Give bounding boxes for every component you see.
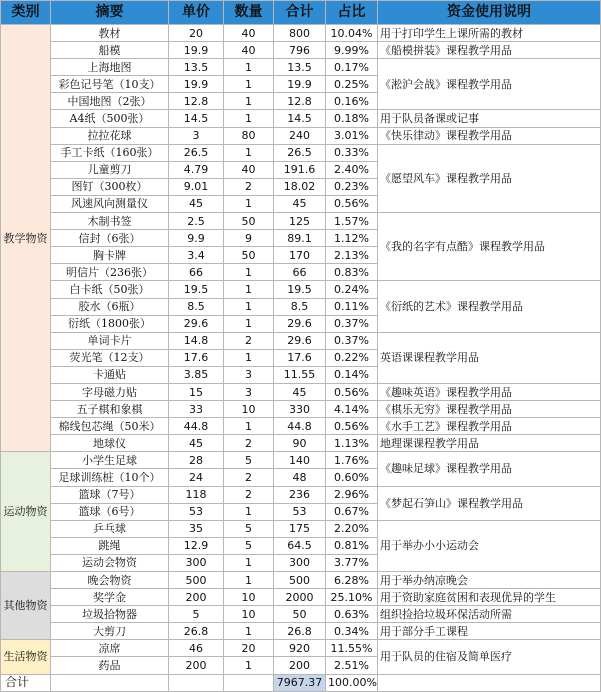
total-cell[interactable]: 236 <box>274 486 326 503</box>
item-name-cell[interactable]: 小学生足球 <box>51 452 169 469</box>
total-cell[interactable]: 19.9 <box>274 76 326 93</box>
price-cell[interactable]: 26.8 <box>169 623 224 640</box>
price-cell[interactable]: 200 <box>169 657 224 674</box>
price-cell[interactable]: 19.9 <box>169 42 224 59</box>
table-row <box>1 452 601 469</box>
header-price[interactable]: 单价 <box>169 1 224 25</box>
price-cell[interactable]: 12.8 <box>169 93 224 110</box>
quantity-cell[interactable]: 2 <box>224 178 274 195</box>
header-row <box>1 1 601 25</box>
total-cell[interactable]: 11.55 <box>274 366 326 383</box>
total-cell[interactable]: 191.6 <box>274 161 326 178</box>
total-cell[interactable]: 19.5 <box>274 281 326 298</box>
category-cell-sports[interactable]: 运动物资 <box>1 452 51 572</box>
table-row <box>1 640 601 657</box>
total-cell[interactable]: 45 <box>274 195 326 212</box>
percent-cell[interactable]: 0.24% <box>326 281 378 298</box>
price-cell[interactable]: 28 <box>169 452 224 469</box>
percent-cell[interactable]: 0.56% <box>326 195 378 212</box>
price-cell[interactable]: 35 <box>169 520 224 537</box>
quantity-cell[interactable]: 10 <box>224 401 274 418</box>
item-name-cell[interactable]: 荧光笔（12支） <box>51 349 169 366</box>
percent-cell[interactable]: 0.23% <box>326 178 378 195</box>
total-cell[interactable]: 2000 <box>274 589 326 606</box>
price-cell[interactable]: 2.5 <box>169 213 224 230</box>
table-row <box>1 127 601 144</box>
table-row <box>1 486 601 503</box>
description-cell[interactable]: 用于资助家庭贫困和表现优异的学生 <box>378 589 601 606</box>
percent-cell[interactable]: 0.60% <box>326 469 378 486</box>
total-cell[interactable]: 26.8 <box>274 623 326 640</box>
quantity-cell[interactable]: 1 <box>224 110 274 127</box>
total-cell[interactable]: 48 <box>274 469 326 486</box>
item-name-cell[interactable]: 儿童剪刀 <box>51 161 169 178</box>
table-row <box>1 110 601 127</box>
price-cell[interactable]: 12.9 <box>169 537 224 554</box>
item-name-cell[interactable]: 信封（6张） <box>51 230 169 247</box>
percent-cell[interactable]: 0.67% <box>326 503 378 520</box>
description-cell[interactable]: 《淞沪会战》课程教学用品 <box>378 59 601 110</box>
item-name-cell[interactable]: 篮球（7号） <box>51 486 169 503</box>
item-name-cell[interactable]: 单词卡片 <box>51 332 169 349</box>
price-cell[interactable]: 24 <box>169 469 224 486</box>
quantity-cell[interactable]: 2 <box>224 486 274 503</box>
table-row <box>1 383 601 400</box>
description-cell[interactable]: 《梦起石笋山》课程教学用品 <box>378 486 601 520</box>
item-name-cell[interactable]: A4纸（500张） <box>51 110 169 127</box>
item-name-cell[interactable]: 图钉（300枚） <box>51 178 169 195</box>
table-row <box>1 25 601 42</box>
quantity-cell[interactable]: 2 <box>224 435 274 452</box>
percent-cell[interactable]: 2.96% <box>326 486 378 503</box>
percent-cell[interactable]: 0.11% <box>326 298 378 315</box>
quantity-cell[interactable]: 1 <box>224 195 274 212</box>
total-cell[interactable]: 300 <box>274 554 326 571</box>
percent-cell[interactable]: 1.76% <box>326 452 378 469</box>
price-cell[interactable]: 45 <box>169 435 224 452</box>
percent-cell[interactable]: 0.37% <box>326 315 378 332</box>
price-cell[interactable]: 26.5 <box>169 144 224 161</box>
price-cell[interactable]: 19.9 <box>169 76 224 93</box>
description-cell[interactable]: 《棋乐无穷》课程教学用品 <box>378 401 601 418</box>
item-name-cell[interactable]: 棉线包芯绳（50米） <box>51 418 169 435</box>
price-cell[interactable]: 53 <box>169 503 224 520</box>
quantity-cell[interactable]: 2 <box>224 332 274 349</box>
quantity-cell[interactable]: 1 <box>224 93 274 110</box>
quantity-cell[interactable]: 10 <box>224 589 274 606</box>
total-cell[interactable]: 920 <box>274 640 326 657</box>
item-name-cell[interactable]: 船模 <box>51 42 169 59</box>
total-cell[interactable]: 175 <box>274 520 326 537</box>
price-cell[interactable]: 15 <box>169 383 224 400</box>
item-name-cell[interactable]: 五子棋和象棋 <box>51 401 169 418</box>
description-cell[interactable]: 用于部分手工课程 <box>378 623 601 640</box>
table-row <box>1 589 601 606</box>
total-cell[interactable]: 29.6 <box>274 315 326 332</box>
quantity-cell[interactable]: 20 <box>224 640 274 657</box>
quantity-cell[interactable]: 1 <box>224 623 274 640</box>
table-row <box>1 520 601 537</box>
percent-cell[interactable]: 25.10% <box>326 589 378 606</box>
total-cell[interactable]: 64.5 <box>274 537 326 554</box>
empty-cell[interactable] <box>169 674 224 691</box>
header-category[interactable]: 类别 <box>1 1 51 25</box>
description-cell[interactable]: 《趣味足球》课程教学用品 <box>378 452 601 486</box>
item-name-cell[interactable]: 胶水（6瓶） <box>51 298 169 315</box>
item-name-cell[interactable]: 奖学金 <box>51 589 169 606</box>
price-cell[interactable]: 8.5 <box>169 298 224 315</box>
price-cell[interactable]: 33 <box>169 401 224 418</box>
table-row <box>1 42 601 59</box>
quantity-cell[interactable]: 1 <box>224 657 274 674</box>
price-cell[interactable]: 14.5 <box>169 110 224 127</box>
price-cell[interactable]: 118 <box>169 486 224 503</box>
percent-cell[interactable]: 2.51% <box>326 657 378 674</box>
total-cell[interactable]: 90 <box>274 435 326 452</box>
quantity-cell[interactable]: 2 <box>224 469 274 486</box>
quantity-cell[interactable]: 1 <box>224 59 274 76</box>
price-cell[interactable]: 5 <box>169 606 224 623</box>
table-row <box>1 572 601 589</box>
percent-cell[interactable]: 0.22% <box>326 349 378 366</box>
quantity-cell[interactable]: 1 <box>224 281 274 298</box>
quantity-cell[interactable]: 3 <box>224 366 274 383</box>
quantity-cell[interactable]: 1 <box>224 298 274 315</box>
description-cell[interactable]: 用于举办小小运动会 <box>378 520 601 571</box>
total-cell[interactable]: 45 <box>274 383 326 400</box>
category-cell-other[interactable]: 其他物资 <box>1 572 51 640</box>
quantity-cell[interactable]: 1 <box>224 315 274 332</box>
item-name-cell[interactable]: 药品 <box>51 657 169 674</box>
empty-cell[interactable] <box>224 674 274 691</box>
percent-cell[interactable]: 2.20% <box>326 520 378 537</box>
empty-cell[interactable] <box>51 674 169 691</box>
header-percent[interactable]: 占比 <box>326 1 378 25</box>
percent-cell[interactable]: 6.28% <box>326 572 378 589</box>
quantity-cell[interactable]: 50 <box>224 213 274 230</box>
percent-cell[interactable]: 0.17% <box>326 59 378 76</box>
percent-cell[interactable]: 0.18% <box>326 110 378 127</box>
category-cell-living[interactable]: 生活物资 <box>1 640 51 674</box>
percent-cell[interactable]: 0.56% <box>326 418 378 435</box>
total-cell[interactable]: 125 <box>274 213 326 230</box>
quantity-cell[interactable]: 9 <box>224 230 274 247</box>
description-cell[interactable]: 组织捡拾垃圾环保活动所需 <box>378 606 601 623</box>
price-cell[interactable]: 3.4 <box>169 247 224 264</box>
percent-cell[interactable]: 0.83% <box>326 264 378 281</box>
item-name-cell[interactable]: 足球训练桩（10个） <box>51 469 169 486</box>
price-cell[interactable]: 200 <box>169 589 224 606</box>
item-name-cell[interactable]: 乒乓球 <box>51 520 169 537</box>
total-cell[interactable]: 12.8 <box>274 93 326 110</box>
total-cell[interactable]: 89.1 <box>274 230 326 247</box>
percent-cell[interactable]: 0.56% <box>326 383 378 400</box>
item-name-cell[interactable]: 彩色记号笔（10支） <box>51 76 169 93</box>
percent-cell[interactable]: 0.14% <box>326 366 378 383</box>
percent-cell[interactable]: 3.01% <box>326 127 378 144</box>
description-cell[interactable]: 《水手工艺》课程教学用品 <box>378 418 601 435</box>
percent-cell[interactable]: 0.16% <box>326 93 378 110</box>
item-name-cell[interactable]: 地球仪 <box>51 435 169 452</box>
price-cell[interactable]: 4.79 <box>169 161 224 178</box>
grand-total-cell[interactable]: 7967.37 <box>274 674 326 691</box>
price-cell[interactable]: 14.8 <box>169 332 224 349</box>
table-row <box>1 401 601 418</box>
percent-cell[interactable]: 0.81% <box>326 537 378 554</box>
quantity-cell[interactable]: 80 <box>224 127 274 144</box>
total-cell[interactable]: 66 <box>274 264 326 281</box>
price-cell[interactable]: 13.5 <box>169 59 224 76</box>
description-cell[interactable]: 《愿望风车》课程教学用品 <box>378 144 601 212</box>
percent-cell[interactable]: 0.63% <box>326 606 378 623</box>
header-quantity[interactable]: 数量 <box>224 1 274 25</box>
description-cell[interactable]: 地理课课程教学用品 <box>378 435 601 452</box>
quantity-cell[interactable]: 1 <box>224 572 274 589</box>
total-cell[interactable]: 170 <box>274 247 326 264</box>
price-cell[interactable]: 300 <box>169 554 224 571</box>
percent-cell[interactable]: 11.55% <box>326 640 378 657</box>
item-name-cell[interactable]: 字母磁力贴 <box>51 383 169 400</box>
item-name-cell[interactable]: 拉拉花球 <box>51 127 169 144</box>
quantity-cell[interactable]: 5 <box>224 452 274 469</box>
table-row <box>1 435 601 452</box>
total-cell[interactable]: 53 <box>274 503 326 520</box>
description-cell[interactable]: 用于队员的住宿及简单医疗 <box>378 640 601 674</box>
percent-cell[interactable]: 2.40% <box>326 161 378 178</box>
description-cell[interactable]: 用于打印学生上课所需的教材 <box>378 25 601 42</box>
total-cell[interactable]: 200 <box>274 657 326 674</box>
item-name-cell[interactable]: 风速风向测量仪 <box>51 195 169 212</box>
item-name-cell[interactable]: 凉席 <box>51 640 169 657</box>
description-cell[interactable]: 用于队员备课或记事 <box>378 110 601 127</box>
price-cell[interactable]: 3 <box>169 127 224 144</box>
price-cell[interactable]: 46 <box>169 640 224 657</box>
total-cell[interactable]: 17.6 <box>274 349 326 366</box>
table-row <box>1 144 601 161</box>
total-label[interactable]: 合计 <box>1 674 51 691</box>
quantity-cell[interactable]: 40 <box>224 161 274 178</box>
price-cell[interactable]: 500 <box>169 572 224 589</box>
table-row <box>1 213 601 230</box>
quantity-cell[interactable]: 1 <box>224 76 274 93</box>
total-percent-cell[interactable]: 100.00% <box>326 674 378 691</box>
quantity-cell[interactable]: 5 <box>224 537 274 554</box>
item-name-cell[interactable]: 跳绳 <box>51 537 169 554</box>
item-name-cell[interactable]: 白卡纸（50张） <box>51 281 169 298</box>
description-cell[interactable]: 《快乐律动》课程教学用品 <box>378 127 601 144</box>
price-cell[interactable]: 44.8 <box>169 418 224 435</box>
total-cell[interactable]: 796 <box>274 42 326 59</box>
quantity-cell[interactable]: 1 <box>224 144 274 161</box>
item-name-cell[interactable]: 运动会物资 <box>51 554 169 571</box>
table-row <box>1 59 601 76</box>
description-cell[interactable]: 《趣味英语》课程教学用品 <box>378 383 601 400</box>
item-name-cell[interactable]: 大剪刀 <box>51 623 169 640</box>
total-cell[interactable]: 140 <box>274 452 326 469</box>
total-cell[interactable]: 50 <box>274 606 326 623</box>
item-name-cell[interactable]: 晚会物资 <box>51 572 169 589</box>
quantity-cell[interactable]: 3 <box>224 383 274 400</box>
header-summary[interactable]: 摘要 <box>51 1 169 25</box>
table-row <box>1 332 601 349</box>
quantity-cell[interactable]: 1 <box>224 503 274 520</box>
description-cell[interactable]: 英语课课程教学用品 <box>378 332 601 383</box>
quantity-cell[interactable]: 5 <box>224 520 274 537</box>
total-row <box>1 674 601 691</box>
percent-cell[interactable]: 3.77% <box>326 554 378 571</box>
quantity-cell[interactable]: 1 <box>224 349 274 366</box>
table-row <box>1 606 601 623</box>
total-cell[interactable]: 18.02 <box>274 178 326 195</box>
empty-cell[interactable] <box>378 674 601 691</box>
quantity-cell[interactable]: 40 <box>224 42 274 59</box>
header-total[interactable]: 合计 <box>274 1 326 25</box>
item-name-cell[interactable]: 教材 <box>51 25 169 42</box>
description-cell[interactable]: 《船模拼装》课程教学用品 <box>378 42 601 59</box>
item-name-cell[interactable]: 手工卡纸（160张） <box>51 144 169 161</box>
item-name-cell[interactable]: 垃圾拾物器 <box>51 606 169 623</box>
header-description[interactable]: 资金使用说明 <box>378 1 601 25</box>
total-cell[interactable]: 14.5 <box>274 110 326 127</box>
total-cell[interactable]: 8.5 <box>274 298 326 315</box>
quantity-cell[interactable]: 1 <box>224 418 274 435</box>
percent-cell[interactable]: 0.25% <box>326 76 378 93</box>
item-name-cell[interactable]: 胸卡牌 <box>51 247 169 264</box>
percent-cell[interactable]: 0.37% <box>326 332 378 349</box>
description-cell[interactable]: 《衍纸的艺术》课程教学用品 <box>378 281 601 332</box>
item-name-cell[interactable]: 明信片（236张） <box>51 264 169 281</box>
price-cell[interactable]: 66 <box>169 264 224 281</box>
total-cell[interactable]: 13.5 <box>274 59 326 76</box>
percent-cell[interactable]: 1.57% <box>326 213 378 230</box>
percent-cell[interactable]: 10.04% <box>326 25 378 42</box>
item-name-cell[interactable]: 木制书签 <box>51 213 169 230</box>
price-cell[interactable]: 19.5 <box>169 281 224 298</box>
total-cell[interactable]: 44.8 <box>274 418 326 435</box>
item-name-cell[interactable]: 中国地图（2张） <box>51 93 169 110</box>
price-cell[interactable]: 45 <box>169 195 224 212</box>
price-cell[interactable]: 3.85 <box>169 366 224 383</box>
percent-cell[interactable]: 1.13% <box>326 435 378 452</box>
percent-cell[interactable]: 2.13% <box>326 247 378 264</box>
item-name-cell[interactable]: 篮球（6号） <box>51 503 169 520</box>
item-name-cell[interactable]: 上海地图 <box>51 59 169 76</box>
percent-cell[interactable]: 0.33% <box>326 144 378 161</box>
price-cell[interactable]: 9.9 <box>169 230 224 247</box>
table-row <box>1 418 601 435</box>
price-cell[interactable]: 9.01 <box>169 178 224 195</box>
table-row <box>1 623 601 640</box>
price-cell[interactable]: 29.6 <box>169 315 224 332</box>
total-cell[interactable]: 500 <box>274 572 326 589</box>
percent-cell[interactable]: 4.14% <box>326 401 378 418</box>
table-row <box>1 281 601 298</box>
item-name-cell[interactable]: 卡通贴 <box>51 366 169 383</box>
total-cell[interactable]: 29.6 <box>274 332 326 349</box>
total-cell[interactable]: 800 <box>274 25 326 42</box>
quantity-cell[interactable]: 10 <box>224 606 274 623</box>
price-cell[interactable]: 20 <box>169 25 224 42</box>
quantity-cell[interactable]: 1 <box>224 554 274 571</box>
quantity-cell[interactable]: 50 <box>224 247 274 264</box>
item-name-cell[interactable]: 衍纸（1800张） <box>51 315 169 332</box>
quantity-cell[interactable]: 1 <box>224 264 274 281</box>
total-cell[interactable]: 330 <box>274 401 326 418</box>
description-cell[interactable]: 《我的名字有点酷》课程教学用品 <box>378 213 601 281</box>
percent-cell[interactable]: 9.99% <box>326 42 378 59</box>
percent-cell[interactable]: 1.12% <box>326 230 378 247</box>
quantity-cell[interactable]: 40 <box>224 25 274 42</box>
price-cell[interactable]: 17.6 <box>169 349 224 366</box>
description-cell[interactable]: 用于举办纳凉晚会 <box>378 572 601 589</box>
total-cell[interactable]: 240 <box>274 127 326 144</box>
category-cell-teaching[interactable]: 教学物资 <box>1 25 51 452</box>
percent-cell[interactable]: 0.34% <box>326 623 378 640</box>
total-cell[interactable]: 26.5 <box>274 144 326 161</box>
